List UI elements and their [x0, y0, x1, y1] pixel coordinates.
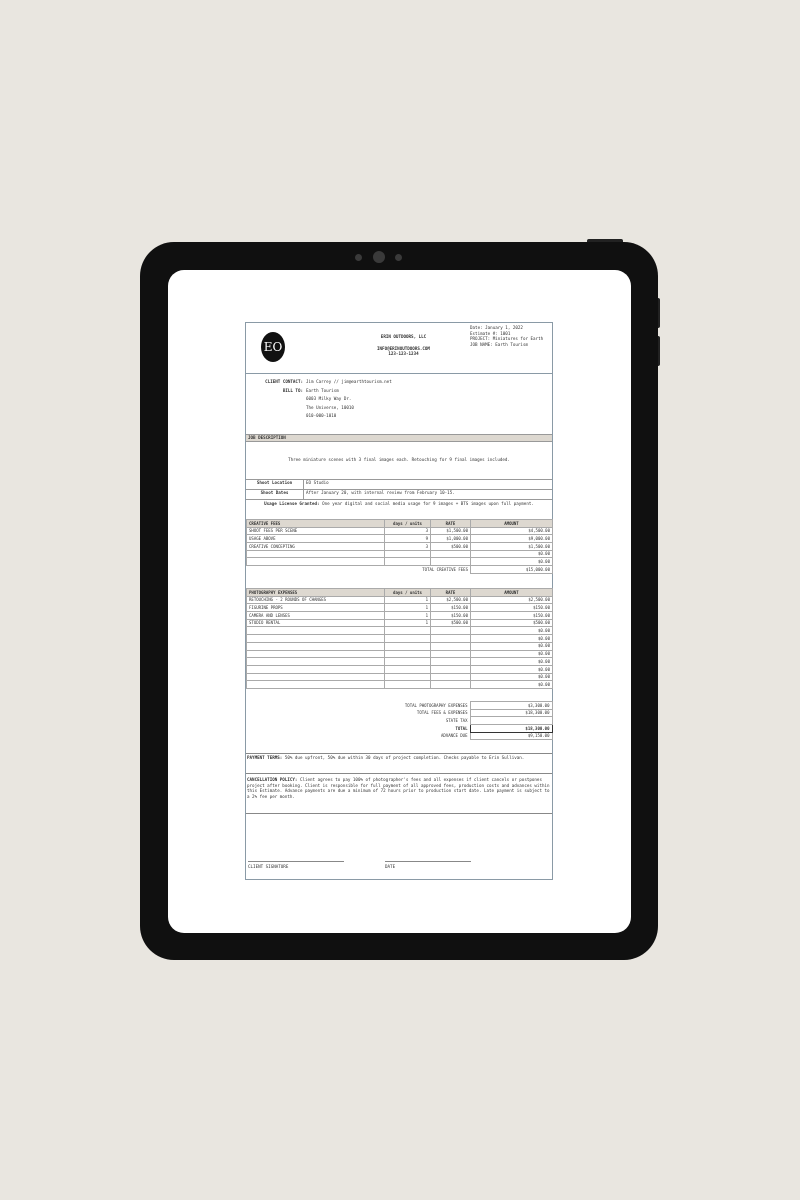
totals-value: $18,300.00 [470, 709, 552, 717]
bill-to-line: The Universe, 10010 [306, 404, 354, 410]
rate-cell [431, 627, 471, 635]
creative-header: CREATIVE FEES [247, 520, 385, 528]
rate-cell [431, 650, 471, 658]
totals-row [246, 702, 552, 710]
units-cell: 1 [385, 619, 431, 627]
estimate-date: Date: January 1, 2022 [470, 325, 523, 330]
item-cell [247, 558, 385, 566]
date-line [385, 861, 471, 862]
client-signature-label: CLIENT SIGNATURE [248, 864, 289, 869]
divider [246, 813, 552, 814]
client-signature-line [248, 861, 344, 862]
item-cell [247, 673, 385, 681]
amount-cell: $0.00 [471, 627, 553, 635]
totals-row [246, 709, 552, 717]
rate-cell [431, 658, 471, 666]
total-creative-row [247, 566, 553, 574]
units-cell: 3 [385, 543, 431, 551]
total-creative-label: TOTAL CREATIVE FEES [422, 567, 468, 573]
payment-terms-label: PAYMENT TERMS: [247, 755, 283, 760]
rate-cell [431, 642, 471, 650]
rate-cell: $2,500.00 [431, 596, 471, 604]
item-cell [247, 635, 385, 643]
units-cell [385, 673, 431, 681]
table-row [247, 550, 553, 558]
item-cell: FIGURINE PROPS [247, 604, 385, 612]
flash-icon [395, 254, 402, 261]
payment-terms [246, 755, 552, 761]
bill-to-line: Earth Tourism [306, 387, 339, 393]
tablet-screen [168, 270, 631, 933]
table-row [247, 673, 553, 681]
camera-icon [373, 251, 385, 263]
estimate-number: Estimate #: 1001 [470, 330, 511, 336]
units-cell: 1 [385, 604, 431, 612]
amount-cell: $150.00 [471, 604, 553, 612]
amount-cell: $0.00 [471, 635, 553, 643]
units-cell [385, 650, 431, 658]
amount-cell: $4,500.00 [471, 527, 553, 535]
bill-to-line: 6003 Milky Way Dr. [306, 396, 352, 401]
item-cell: SHOOT FEES PER SCENE [247, 527, 385, 535]
expenses-header: AMOUNT [471, 589, 553, 597]
job-description-text: Three miniature scenes with 3 final images each. Retouching for 9 final images included. [288, 457, 510, 462]
units-cell: 3 [385, 527, 431, 535]
company-phone: 123-123-1234 [388, 351, 419, 357]
cancellation-policy-label: CANCELLATION POLICY: [247, 777, 298, 782]
amount-cell: $0.00 [471, 558, 553, 566]
units-cell: 1 [385, 612, 431, 620]
totals-value: $18,300.00 [470, 725, 552, 733]
usage-license-value: One year digital and social media usage for 9 images + BTS images upon full payment. [322, 501, 534, 506]
table-row [247, 681, 553, 689]
units-cell [385, 558, 431, 566]
rate-cell [431, 635, 471, 643]
amount-cell: $1,500.00 [471, 543, 553, 551]
rate-cell [431, 673, 471, 681]
date-label: DATE [385, 864, 396, 869]
table-row [247, 665, 553, 673]
rate-cell: $500.00 [431, 619, 471, 627]
totals-value: $3,300.00 [470, 702, 552, 710]
creative-fees-table [246, 519, 553, 574]
amount-cell: $500.00 [471, 619, 553, 627]
job-name: JOB NAME: Earth Tourism [470, 342, 528, 348]
item-cell [247, 681, 385, 689]
client-contact-value: Jim Carrey // jim@earthtourism.net [306, 379, 392, 384]
amount-cell: $2,500.00 [471, 596, 553, 604]
company-email: INFO@ERINOUTDOORS.COM [377, 345, 430, 351]
rate-cell: $1,500.00 [431, 527, 471, 535]
company-logo: EO [261, 332, 285, 362]
table-row [247, 543, 553, 551]
totals-label: TOTAL PHOTOGRAPHY EXPENSES [404, 702, 468, 708]
item-cell: RETOUCHING - 2 ROUNDS OF CHANGES [247, 596, 385, 604]
units-cell: 9 [385, 535, 431, 543]
client-block [246, 379, 552, 422]
item-cell [247, 650, 385, 658]
totals-label: TOTAL [455, 725, 468, 731]
units-cell [385, 627, 431, 635]
item-cell [247, 658, 385, 666]
rate-cell: $150.00 [431, 604, 471, 612]
table-row [247, 627, 553, 635]
rate-cell [431, 558, 471, 566]
amount-cell: $0.00 [471, 681, 553, 689]
amount-cell: $150.00 [471, 612, 553, 620]
table-row [247, 604, 553, 612]
company-info [341, 334, 466, 357]
estimate-document [245, 322, 553, 880]
units-cell [385, 665, 431, 673]
amount-cell: $0.00 [471, 658, 553, 666]
item-cell: STUDIO RENTAL [247, 619, 385, 627]
cancellation-policy-text: Client agrees to pay 100% of photographer's fees and all expenses if client cancels or postpones project after booking. Client is responsible for full payment of all approved fees, production costs and advances within this Estimate. Advance payments are due a minimum of 72 hours prior to production start date. Late payment is subject to a 2% fee per month. [247, 777, 550, 800]
table-row [247, 558, 553, 566]
bill-to-label: BILL TO: [282, 387, 303, 393]
amount-cell: $0.00 [471, 650, 553, 658]
job-description-heading: JOB DESCRIPTION [246, 434, 552, 442]
shoot-dates-value: After January 20, with internal review from February 10-15. [306, 490, 455, 495]
units-cell [385, 658, 431, 666]
expenses-header: PHOTOGRAPHY EXPENSES [247, 589, 385, 597]
document-header [246, 323, 552, 374]
photography-expenses-table [246, 588, 553, 689]
divider [246, 753, 552, 754]
creative-header: RATE [431, 520, 471, 528]
client-contact-label: CLIENT CONTACT: [265, 379, 303, 384]
rate-cell [431, 665, 471, 673]
units-cell [385, 642, 431, 650]
table-row [247, 619, 553, 627]
amount-cell: $0.00 [471, 673, 553, 681]
amount-cell: $0.00 [471, 665, 553, 673]
rate-cell: $500.00 [431, 543, 471, 551]
rate-cell [431, 681, 471, 689]
sensor-icon [355, 254, 362, 261]
units-cell [385, 681, 431, 689]
totals-label: ADVANCE DUE [441, 733, 468, 739]
totals-label: STATE TAX [445, 718, 468, 724]
payment-terms-text: 50% due upfront, 50% due within 30 days of project completion. Checks payable to Erin Sullivan. [284, 755, 525, 760]
shoot-location-label: Shoot Location [246, 480, 304, 489]
creative-header: days / units [385, 520, 431, 528]
totals-label: TOTAL FEES & EXPENSES [416, 710, 468, 716]
totals-value: $9,150.00 [470, 732, 552, 740]
amount-cell: $9,000.00 [471, 535, 553, 543]
total-creative-value: $15,000.00 [471, 566, 553, 574]
rate-cell [431, 550, 471, 558]
item-cell [247, 642, 385, 650]
totals-row [246, 732, 552, 740]
table-row [247, 535, 553, 543]
expenses-header: days / units [385, 589, 431, 597]
rate-cell: $150.00 [431, 612, 471, 620]
item-cell: USAGE ABOVE [247, 535, 385, 543]
estimate-meta [470, 325, 550, 348]
totals-value [470, 717, 552, 725]
item-cell: CAMERA AND LENSES [247, 612, 385, 620]
units-cell [385, 635, 431, 643]
creative-header: AMOUNT [471, 520, 553, 528]
shoot-location-value: EO Studio [306, 480, 329, 485]
divider [246, 773, 552, 774]
shoot-dates-label: Shoot Dates [246, 490, 304, 499]
totals-table [246, 701, 553, 740]
rate-cell: $1,000.00 [431, 535, 471, 543]
item-cell [247, 550, 385, 558]
item-cell [247, 627, 385, 635]
expenses-header: RATE [431, 589, 471, 597]
table-row [247, 635, 553, 643]
usage-license [246, 501, 552, 507]
amount-cell: $0.00 [471, 642, 553, 650]
units-cell: 1 [385, 596, 431, 604]
shoot-details [246, 479, 552, 500]
company-name: ERIN OUTDOORS, LLC [380, 334, 427, 339]
table-row [247, 612, 553, 620]
table-row [247, 658, 553, 666]
table-row [247, 650, 553, 658]
totals-row [246, 725, 552, 733]
item-cell [247, 665, 385, 673]
project-name: PROJECT: Miniatures for Earth [470, 336, 544, 342]
table-row [247, 527, 553, 535]
table-row [247, 596, 553, 604]
item-cell: CREATIVE CONCEPTING [247, 543, 385, 551]
amount-cell: $0.00 [471, 550, 553, 558]
units-cell [385, 550, 431, 558]
table-row [247, 642, 553, 650]
bill-to-line: 010-000-1010 [306, 413, 337, 418]
totals-row [246, 717, 552, 725]
usage-license-label: Usage License Granted: [264, 501, 320, 506]
cancellation-policy [246, 777, 552, 800]
